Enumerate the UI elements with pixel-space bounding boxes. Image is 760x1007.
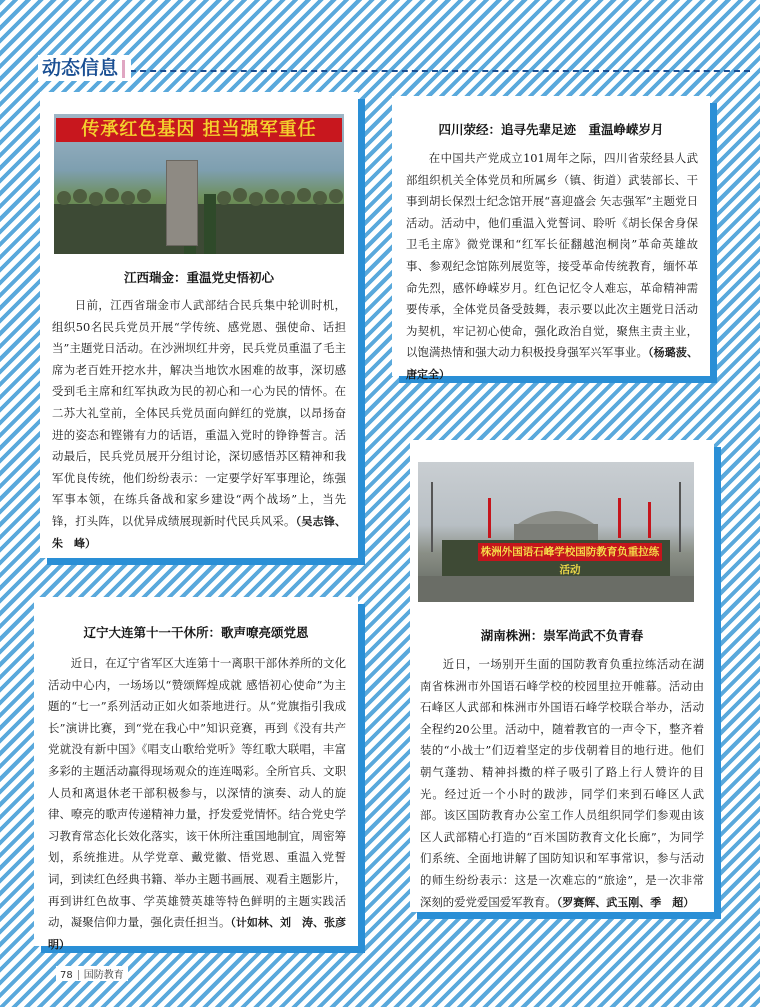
article-card-jiangxi xyxy=(40,92,358,558)
article-authors: （杨璐菠、唐定全） xyxy=(406,346,698,381)
article-title: 辽宁大连第十一干休所：歌声嘹亮颂党恩 xyxy=(83,625,309,640)
article-photo-jiangxi xyxy=(54,114,344,254)
section-header xyxy=(0,46,760,86)
article-title: 江西瑞金：重温党史悟初心 xyxy=(123,270,274,285)
article-body xyxy=(48,653,346,955)
article-card-sichuan xyxy=(392,96,710,381)
page-footer xyxy=(56,966,128,981)
article-body xyxy=(406,148,698,386)
article-body-text: 近日，在辽宁省军区大连第十一离职干部休养所的文化活动中心内，一场场以“赞颂辉煌成就 感悟初心使命”为主题的“七一”系列活动正如火如荼地进行。从“党旗指引我成长”演讲比赛，到“党在我心中”知识竞赛，再到《没有共产党就没有新中国》《唱支山歌给党听》等红歌大联唱，丰富多彩的主题活动赢得现场观众的连连喝彩。全所官兵、文职人员和离退休老干部积极参与，以深情的演奏、动人的旋律、嘹亮的歌声传递精神力量，抒发爱党情怀。结合党史学习教育常态化长效化落实，该干休所注重国地制宜，周密筹划，系统推进。从学党章、戴党徽、悟党恩、重温入党誓词，到读红色经典书籍、举办主题书画展、观看主题影片，再到讲红色故事、学英雄赞英雄等特色鲜明的主题实践活动，凝聚信仰力量，强化责任担当。 xyxy=(48,656,346,930)
article-card-hunan xyxy=(410,440,714,912)
article-body-text: 日前，江西省瑞金市人武部结合民兵集中轮训时机，组织50名民兵党员开展“学传统、感党恩、强使命、话担当”主题党日活动。在沙洲坝红井旁，民兵党员重温了毛主席为老百姓开挖水井，解决当地饮水困难的故事，深切感受到毛主席和红军执政为民的初心和一心为民的情怀。在二苏大礼堂前，全体民兵党员面向鲜红的党旗，以昂扬奋进的姿态和铿锵有力的话语，重温入党时的铮铮誓言。活动最后，民兵党员展开分组讨论，深切感悟苏区精神和我军优良传统，他们纷纷表示：一定要学好军事理论，练强军事本领，在练兵备战和家乡建设“两个战场”上，当先锋，打头阵，以优异成绩展现新时代民兵风采。 xyxy=(52,298,346,528)
article-body xyxy=(420,654,704,913)
article-title: 四川荥经：追寻先辈足迹 重温峥嵘岁月 xyxy=(438,122,664,137)
stone-stele xyxy=(166,160,198,246)
article-authors: （计如林、刘 涛、张彦明） xyxy=(48,916,346,951)
header-dashed-rule xyxy=(130,70,750,72)
soldiers-group-illustration xyxy=(54,174,344,254)
article-body xyxy=(52,295,346,554)
photo-banner-jiangxi: 传承红色基因 担当强军重任 xyxy=(56,118,342,142)
footer-separator xyxy=(78,970,79,980)
article-authors: （罗赛辉、武玉刚、季 超） xyxy=(556,895,695,909)
magazine-name: 国防教育 xyxy=(83,970,124,981)
article-body-text: 在中国共产党成立101周年之际，四川省荥经县人武部组织机关全体党员和所属乡（镇、街道）武装部长、干事到胡长保烈士纪念馆开展“喜迎盛会 矢志强军”主题党日活动。活动中，他们重温入党誓词、聆听《胡长保舍身保卫毛主席》微党课和“红军长征翻越泡桐岗”革命英雄故事、参观纪念馆陈列展览等，接受革命传统教育，缅怀革命先烈，感怀峥嵘岁月。红色记忆令人难忘，革命精神需要传承，全体党员备受鼓舞，表示要以此次主题党日活动为契机，牢记初心使命，强化政治自觉，聚焦主责主业，以饱满热情和强大动力积极投身强军兴军事业。 xyxy=(406,151,698,360)
article-body-text: 近日，一场别开生面的国防教育负重拉练活动在湖南省株洲市外国语石峰学校的校园里拉开帷幕。活动由石峰区人武部和株洲市外国语石峰学校联合举办，活动全程约20公里。活动中，随着教官的一声令下，整齐着装的“小战士”们迈着坚定的步伐朝着目的地行进。他们朝气蓬勃、精神抖擞的样子吸引了路上行人赞许的目光。经过近一个小时的跋涉，同学们来到石峰区人武部。该区国防教育办公室工作人员组织同学们参观由该区人武部精心打造的“百米国防教育文化长廊”，为同学们系统、全面地讲解了国防知识和军事常识，参与活动的师生纷纷表示：这是一次难忘的“旅途”，是一次非常深刻的爱党爱国爱军教育。 xyxy=(420,657,704,909)
title-accent-bar xyxy=(122,60,125,78)
article-card-dalian xyxy=(34,597,358,951)
school-march-illustration xyxy=(418,462,694,602)
article-title: 湖南株洲：崇军尚武不负青春 xyxy=(480,628,644,643)
section-title-text: 动态信息 xyxy=(42,57,119,79)
section-title xyxy=(38,55,131,81)
page-number: 78 xyxy=(60,970,73,981)
article-photo-hunan xyxy=(418,462,694,602)
article-authors: （吴志锋、朱 峰） xyxy=(52,514,346,550)
photo-banner-hunan: 株洲外国语石峰学校国防教育负重拉练活动 xyxy=(478,543,662,561)
